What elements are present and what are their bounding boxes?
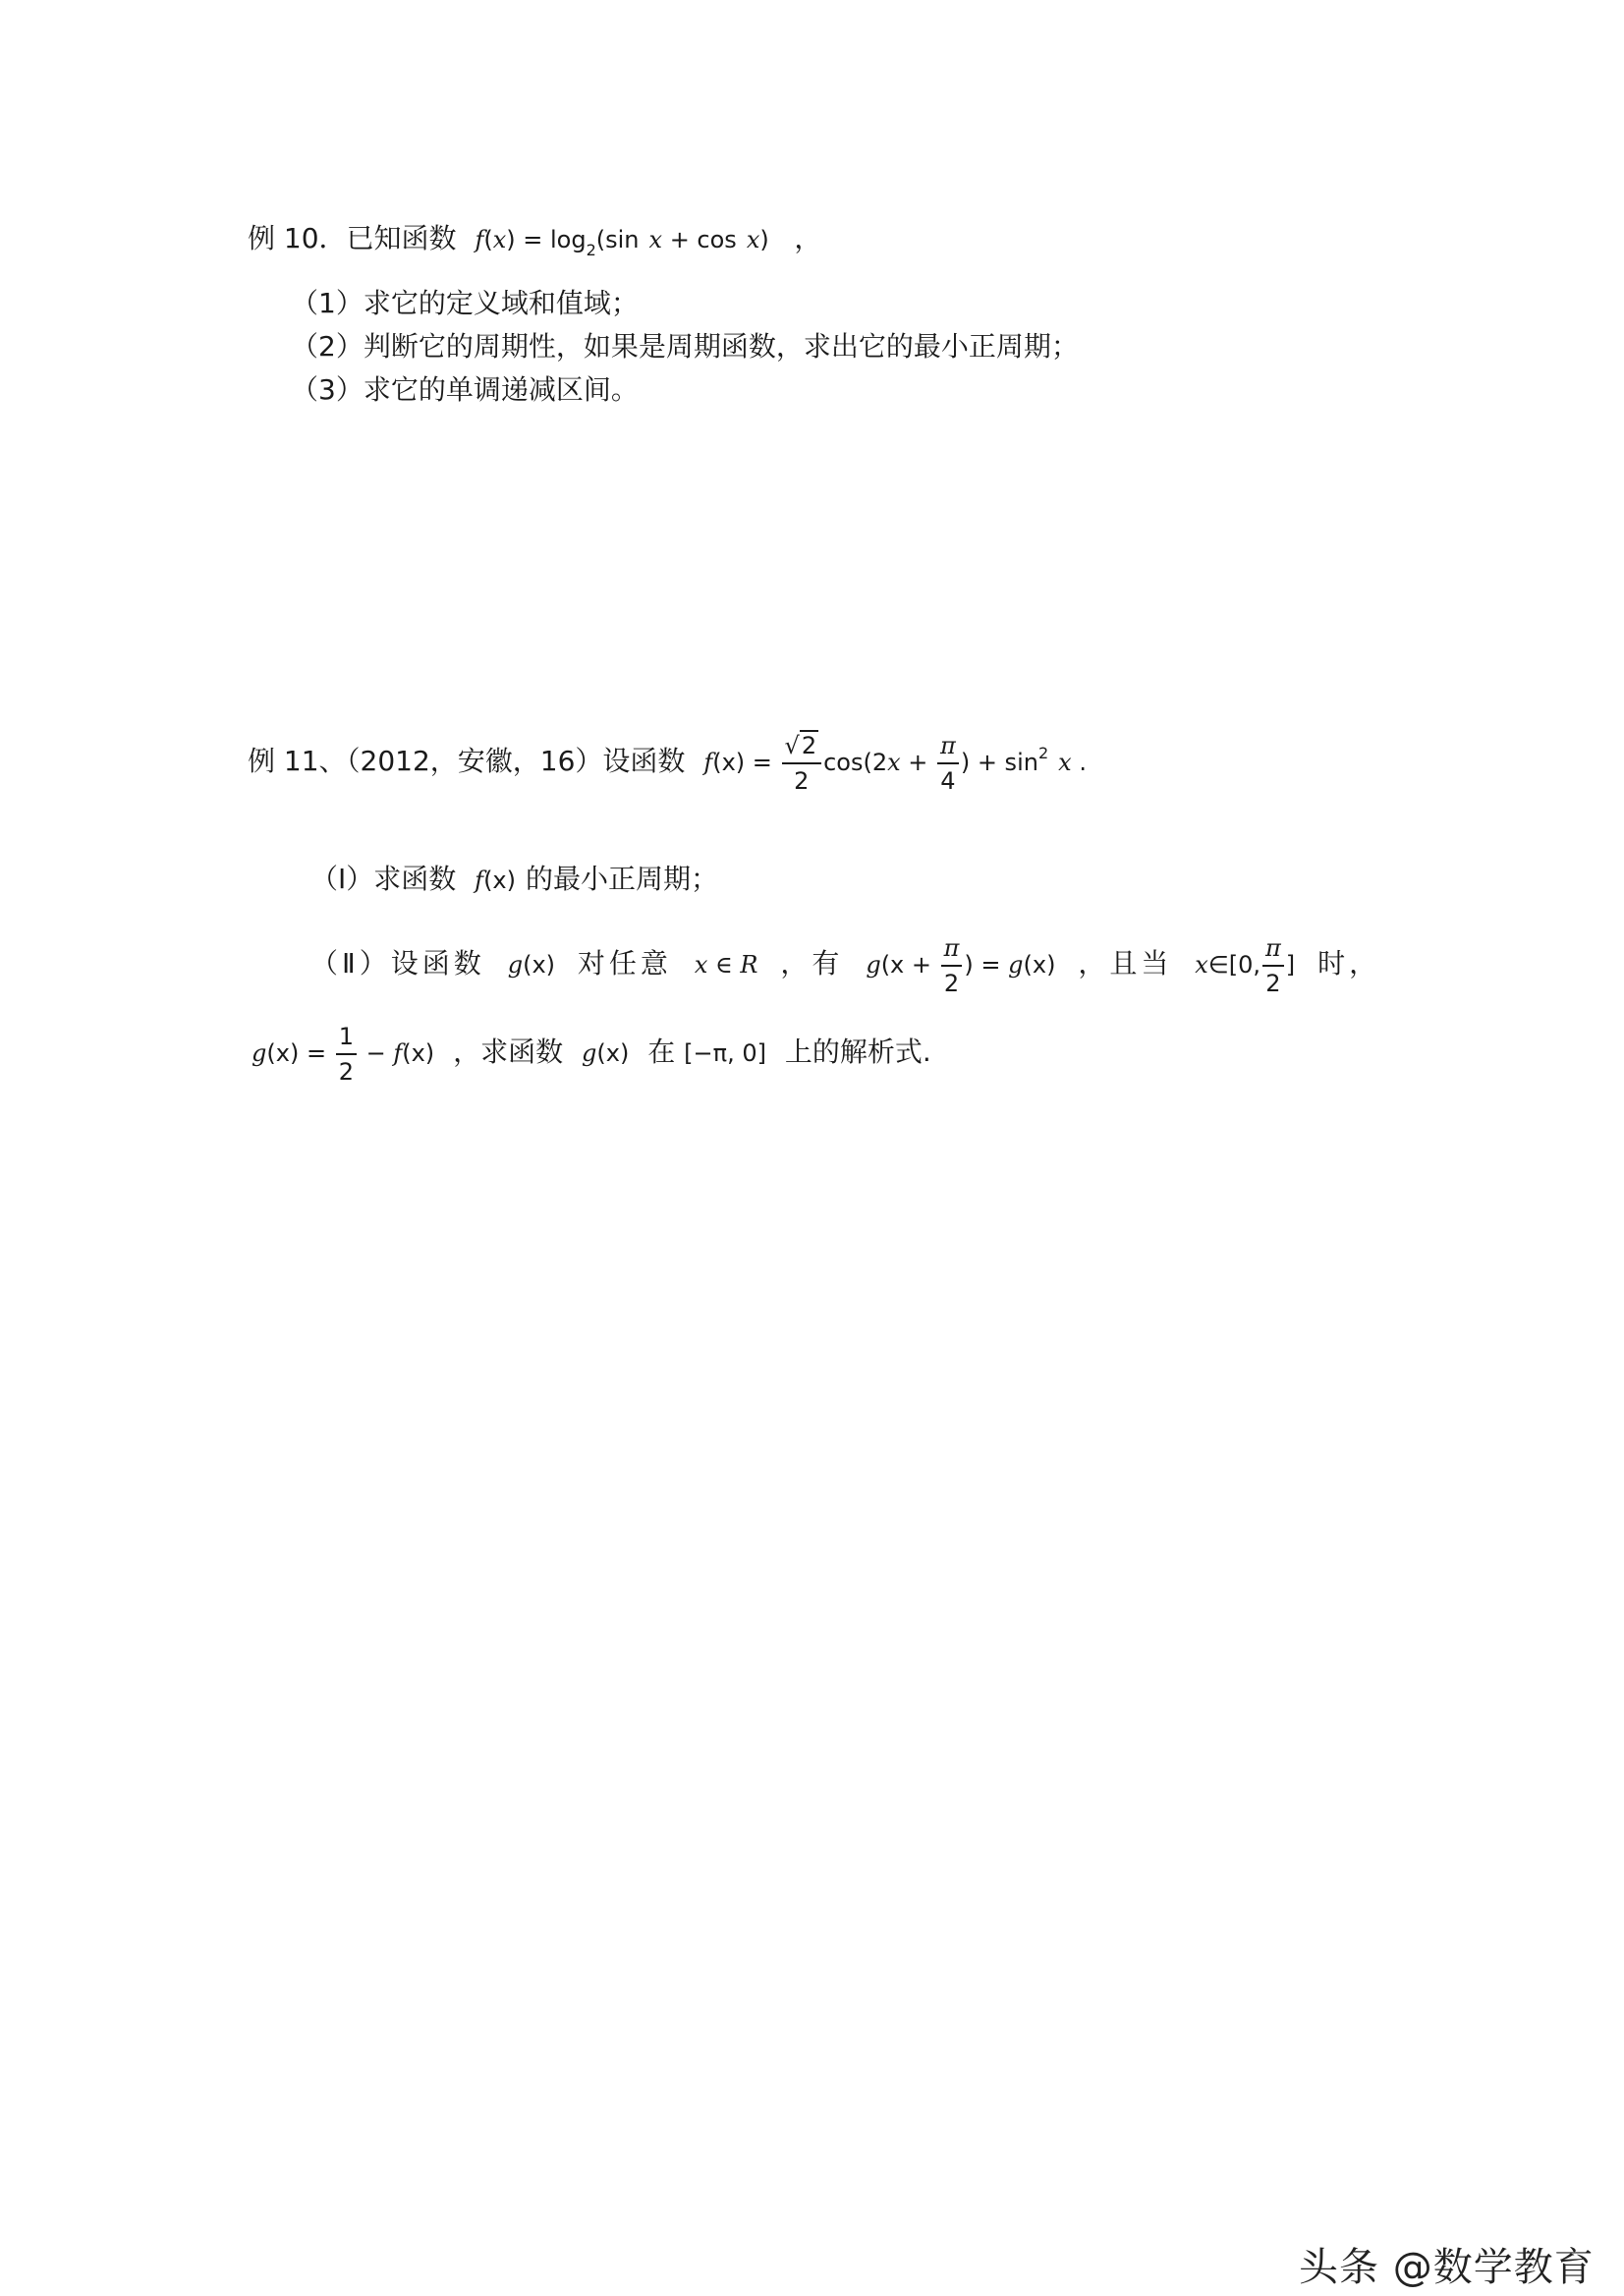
ex10-question-3: （3）求它的单调递减区间。: [291, 373, 639, 406]
ex11-part-2: （Ⅱ）设函数 g(x) 对任意 x ∈ R ，有 g(x + $\frac{\pi}{2}$ ) = g(x) ，且当 x∈[0, $\frac{\pi}{2}$ ] 时，: [310, 931, 1380, 1000]
ex10-comma: ，: [794, 222, 822, 254]
ex10-header: [248, 222, 821, 267]
watermark: 头条 @数学教育: [1299, 2245, 1595, 2290]
ex11-part-1: （Ⅰ）求函数 f(x) 的最小正周期；: [310, 863, 719, 895]
ex10-question-2: （2）判断它的周期性，如果是周期函数，求出它的最小正周期；: [291, 330, 1079, 363]
ex11-part-2-continued: g(x) = $\frac{1}{2}$ − f(x) ，求函数 g(x) 在 [−π, 0] 上的解析式.: [252, 1020, 931, 1089]
ex11-header: [248, 729, 1087, 798]
ex10-label: 例 10．已知函数: [248, 222, 457, 254]
ex11-function-definition: f(x) = $\frac{√2}{2}$ cos(2x + $\frac{\pi}{4}$ ) + $\sin^2 x$ .: [703, 749, 1087, 776]
ex10-question-1: （1）求它的定义域和值域；: [291, 287, 639, 319]
sqrt-sign: √: [784, 732, 800, 759]
ex11-label: 例 11、（2012，安徽，16）设函数: [248, 745, 686, 777]
one-half-fraction: $\frac{1}{2}$: [336, 1020, 357, 1089]
ex10-formula: $f(x) = \log_2(\sin$ x + cos x): [475, 226, 769, 259]
pi-over-4-fraction: $\frac{\pi}{4}$: [937, 729, 959, 798]
sqrt2-over-2-fraction: $\frac{√2}{2}$: [782, 729, 822, 798]
pi-over-2-fraction: $\frac{\pi}{2}$: [941, 931, 963, 1000]
pi-over-2-interval-fraction: $\frac{\pi}{2}$: [1262, 931, 1284, 1000]
